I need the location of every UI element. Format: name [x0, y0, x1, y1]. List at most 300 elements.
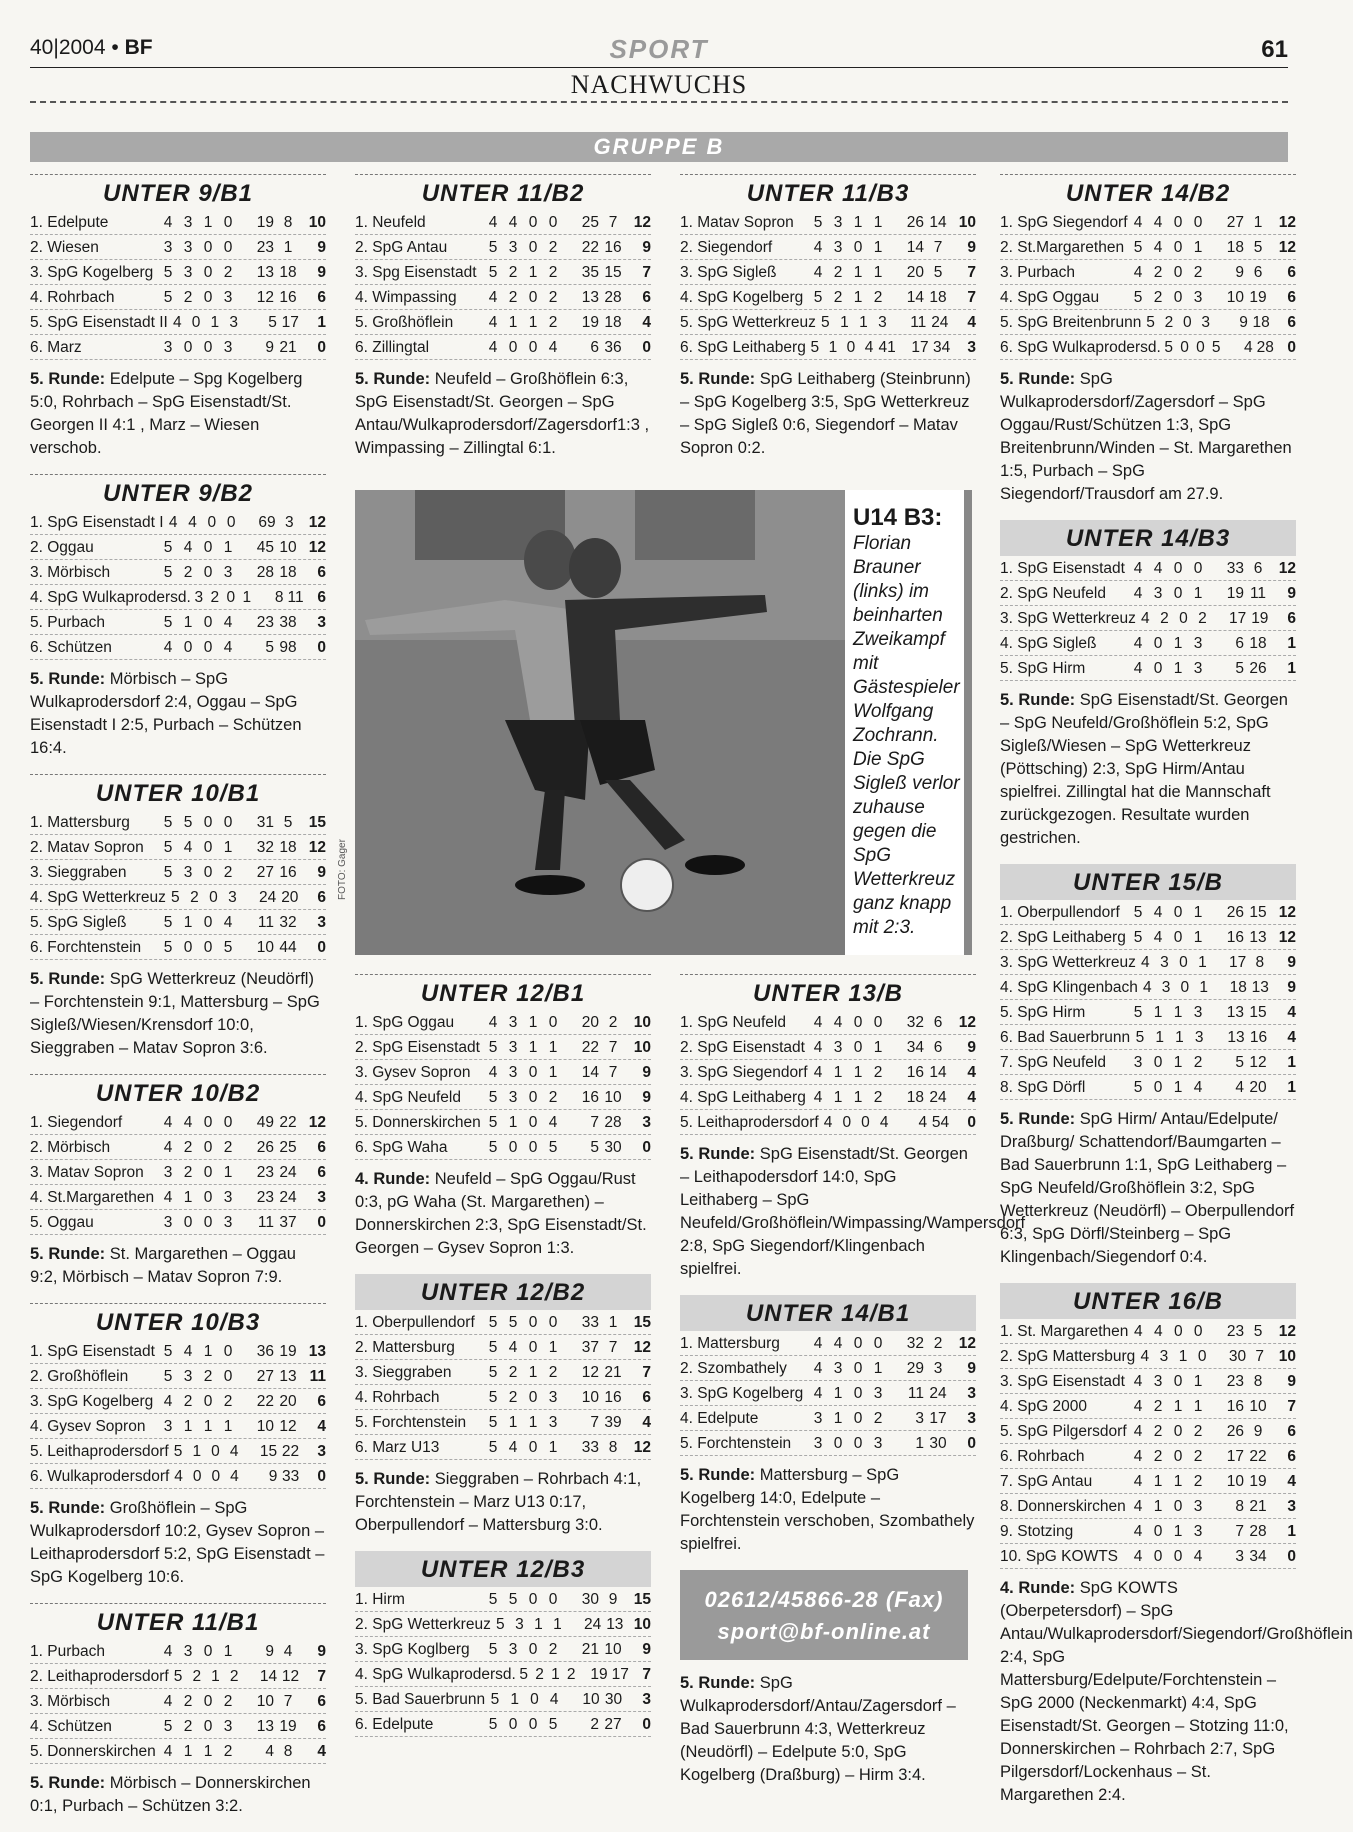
stat-cell: 14 [259, 1668, 278, 1685]
stat-cell: 5 [163, 839, 173, 856]
team-name: 3. SpG Eisenstadt [1000, 1373, 1125, 1390]
table-row [30, 1439, 326, 1464]
team-name: 2. Mattersburg [355, 1339, 455, 1356]
stat-cell: 3 [1193, 1498, 1203, 1515]
points-cell: 3 [317, 1443, 326, 1460]
points-cell: 0 [642, 339, 651, 356]
points-cell: 9 [317, 864, 326, 881]
stat-cell: 5 [163, 814, 173, 831]
points-cell: 0 [967, 1114, 976, 1131]
stat-cell: 30 [929, 1435, 947, 1452]
team-name: 2. Mörbisch [30, 1139, 111, 1156]
stat-cell: 3 [1201, 314, 1210, 331]
points-cell: 6 [317, 564, 326, 581]
round-label: 5. Runde: [30, 370, 106, 388]
stat-cell: 5 [488, 1139, 498, 1156]
stat-cell: 2 [833, 289, 843, 306]
stat-cell: 19 [1226, 585, 1244, 602]
stat-cell: 3 [1153, 585, 1163, 602]
stat-cell: 13 [1227, 1029, 1245, 1046]
stat-cell: 2 [223, 864, 233, 881]
stat-cell: 5 [821, 314, 830, 331]
stat-cell: 1 [223, 1643, 233, 1660]
stat-cell: 3 [508, 1089, 518, 1106]
team-name: 3. Gysev Sopron [355, 1064, 471, 1081]
stat-cell: 3 [508, 1014, 518, 1031]
stat-cell: 4 [163, 1743, 173, 1760]
round-label: 5. Runde: [1000, 1110, 1076, 1128]
table-title: UNTER 9/B2 [30, 474, 326, 510]
stat-cell: 0 [1180, 979, 1190, 996]
stat-cell: 5 [1253, 1323, 1263, 1340]
points-cell: 4 [1287, 1004, 1296, 1021]
stat-cell: 30 [604, 1139, 622, 1156]
stat-cell: 2 [1164, 314, 1174, 331]
points-cell: 1 [317, 314, 326, 331]
stat-cell: 2 [1160, 610, 1169, 627]
stat-cell: 5 [163, 539, 173, 556]
stat-cell: 0 [528, 1641, 538, 1658]
stat-cell: 1 [528, 1039, 538, 1056]
points-cell: 4 [1287, 1473, 1296, 1490]
column-4 [1000, 174, 1353, 1821]
table-row [1000, 631, 1296, 656]
team-name: 6. SpG Wulkaprodersd. [1000, 339, 1161, 356]
team-name: 1. Oberpullendorf [355, 1314, 475, 1331]
team-name: 2. Oggau [30, 539, 94, 556]
table-row [1000, 1344, 1296, 1369]
team-name: 2. SpG Mattersburg [1000, 1348, 1136, 1365]
stat-cell: 3 [508, 1064, 518, 1081]
stat-cell: 3 [1193, 289, 1203, 306]
stat-cell: 18 [1226, 239, 1244, 256]
stat-cell: 8 [608, 1439, 618, 1456]
stat-cell: 8 [1255, 954, 1265, 971]
table-row [1000, 285, 1296, 310]
stat-cell: 1 [1193, 904, 1203, 921]
stat-cell: 1 [210, 314, 220, 331]
team-name: 3. Matav Sopron [30, 1164, 144, 1181]
round-results [30, 668, 326, 760]
stat-cell: 12 [581, 1364, 599, 1381]
table-row [1000, 1519, 1296, 1544]
stat-cell: 12 [1249, 1054, 1267, 1071]
stat-cell: 28 [1256, 339, 1274, 356]
stat-cell: 0 [223, 214, 233, 231]
stat-cell: 28 [1249, 1523, 1267, 1540]
points-cell: 15 [308, 814, 326, 831]
points-cell: 13 [308, 1343, 326, 1360]
points-cell: 9 [967, 1039, 976, 1056]
stat-cell: 4 [1153, 1323, 1163, 1340]
points-cell: 4 [967, 1064, 976, 1081]
stat-cell: 5 [268, 314, 277, 331]
stat-cell: 4 [488, 314, 498, 331]
stat-cell: 22 [256, 1393, 274, 1410]
stat-cell: 1 [859, 314, 868, 331]
stat-cell: 23 [256, 1164, 274, 1181]
team-name: 4. Edelpute [680, 1410, 759, 1427]
stat-cell: 0 [203, 239, 213, 256]
team-name: 6. Marz [30, 339, 82, 356]
table-row [30, 1664, 326, 1689]
stat-cell: 5 [508, 1591, 518, 1608]
team-name: 2. Matav Sopron [30, 839, 144, 856]
page-number: 61 [1261, 36, 1288, 63]
stat-cell: 5 [488, 1716, 498, 1733]
table-row [30, 610, 326, 635]
round-label: 5. Runde: [355, 370, 431, 388]
stat-cell: 3 [1193, 1523, 1203, 1540]
stat-cell: 18 [906, 1089, 924, 1106]
stat-cell: 5 [488, 1641, 498, 1658]
table-row [1000, 260, 1296, 285]
stat-cell: 6 [1253, 264, 1263, 281]
points-cell: 0 [642, 1139, 651, 1156]
stat-cell: 19 [279, 1343, 297, 1360]
table-title: UNTER 11/B1 [30, 1603, 326, 1639]
table-row [30, 635, 326, 660]
stat-cell: 32 [256, 839, 274, 856]
table-row [680, 1331, 976, 1356]
stat-cell: 12 [256, 289, 274, 306]
points-cell: 3 [642, 1691, 651, 1708]
stat-cell: 4 [1193, 1079, 1203, 1096]
stat-cell: 1 [528, 1414, 538, 1431]
stat-cell: 0 [1153, 635, 1163, 652]
table-row [355, 260, 651, 285]
stat-cell: 5 [1146, 314, 1155, 331]
stat-cell: 24 [931, 314, 949, 331]
stat-cell: 4 [1133, 214, 1143, 231]
stat-cell: 4 [508, 1339, 518, 1356]
stat-cell: 3 [1133, 1054, 1143, 1071]
stat-cell: 2 [223, 1743, 233, 1760]
stat-cell: 2 [223, 1693, 233, 1710]
stat-cell: 54 [931, 1114, 950, 1131]
points-cell: 0 [317, 639, 326, 656]
stat-cell: 39 [604, 1414, 622, 1431]
stat-cell: 4 [1133, 1448, 1143, 1465]
stat-cell: 1 [853, 1089, 863, 1106]
table-row [1000, 1544, 1296, 1569]
points-cell: 0 [317, 1468, 327, 1485]
points-cell: 3 [317, 614, 326, 631]
table-row [30, 1389, 326, 1414]
stat-cell: 0 [203, 614, 213, 631]
stat-cell: 3 [873, 1385, 883, 1402]
table-row [30, 835, 326, 860]
table-row [30, 1414, 326, 1439]
team-name: 4. Gysev Sopron [30, 1418, 146, 1435]
stat-cell: 24 [584, 1616, 602, 1633]
column-2 [355, 174, 651, 1751]
stat-cell: 3 [1193, 1004, 1203, 1021]
table-row [680, 260, 976, 285]
points-cell: 1 [1287, 635, 1296, 652]
stat-cell: 0 [1197, 1348, 1207, 1365]
stat-cell: 6 [590, 339, 599, 356]
fax-number: 02612/45866-28 (Fax) [704, 1587, 944, 1612]
table-title: UNTER 10/B1 [30, 774, 326, 810]
points-cell: 6 [317, 589, 326, 606]
stat-cell: 5 [488, 1314, 498, 1331]
team-name: 4. SpG Neufeld [355, 1089, 461, 1106]
team-name: 2. Siegendorf [680, 239, 773, 256]
stat-cell: 1 [1193, 239, 1203, 256]
stat-cell: 0 [1153, 1548, 1163, 1565]
stat-cell: 8 [1253, 1373, 1263, 1390]
stat-cell: 23 [1226, 1373, 1244, 1390]
stat-cell: 4 [1133, 635, 1143, 652]
stat-cell: 2 [933, 1335, 943, 1352]
stat-cell: 2 [1153, 289, 1163, 306]
stat-cell: 1 [203, 214, 213, 231]
stat-cell: 2 [548, 1089, 558, 1106]
stat-cell: 1 [203, 1343, 213, 1360]
stat-cell: 0 [203, 539, 213, 556]
stat-cell: 0 [1173, 929, 1183, 946]
points-cell: 12 [633, 1439, 651, 1456]
team-name: 6. Rohrbach [1000, 1448, 1085, 1465]
round-text: SpG Eisenstadt/St. Georgen – Leithapodersdorf 14:0, SpG Leithaberg – SpG Neufeld/Großhöflein/Wimpassing/Wampersdorf 2:8, SpG Siegendorf/Klingenbach spielfrei. [680, 1145, 1026, 1278]
stat-cell: 10 [604, 1089, 622, 1106]
team-name: 3. SpG Wetterkreuz [1000, 954, 1136, 971]
stat-cell: 2 [508, 1364, 518, 1381]
stat-cell: 0 [191, 314, 201, 331]
column-1 [30, 174, 326, 1832]
stat-cell: 0 [1153, 1079, 1163, 1096]
team-name: 4. SpG Leithaberg [680, 1089, 806, 1106]
team-name: 10. SpG KOWTS [1000, 1548, 1119, 1565]
stat-cell: 4 [163, 1393, 173, 1410]
table-row [1000, 235, 1296, 260]
stat-cell: 5 [1133, 289, 1143, 306]
stat-cell: 0 [853, 1014, 863, 1031]
table-row [30, 1689, 326, 1714]
points-cell: 4 [317, 1418, 326, 1435]
round-results [355, 368, 651, 460]
points-cell: 3 [1287, 1498, 1296, 1515]
table-row [680, 1406, 976, 1431]
stat-cell: 0 [183, 639, 193, 656]
stat-cell: 1 [548, 1064, 558, 1081]
table-row [680, 210, 976, 235]
stat-cell: 0 [209, 889, 218, 906]
table-row [355, 1712, 651, 1737]
stat-cell: 0 [1173, 214, 1183, 231]
stat-cell: 10 [581, 1389, 599, 1406]
stat-cell: 11 [907, 1385, 924, 1402]
round-text: SpG Hirm/ Antau/Edelpute/ Draßburg/ Schattendorf/Baumgarten – Bad Sauerbrunn 1:1, SpG Leithaberg – SpG Neufeld/Großhöflein 3:2, SpG Wetterkreuz (Neudörfl) – Oberpullendorf 6:3, SpG Dörfl/Steinberg – SpG Klingenbach/Siegendorf 0:4. [1000, 1110, 1295, 1266]
stat-cell: 4 [174, 1468, 183, 1485]
team-name: 6. Edelpute [355, 1716, 434, 1733]
table-row [30, 885, 326, 910]
stat-cell: 0 [1173, 1373, 1183, 1390]
team-name: 8. Donnerskirchen [1000, 1498, 1126, 1515]
points-cell: 6 [317, 1393, 326, 1410]
table-row [355, 1662, 651, 1687]
stat-cell: 0 [211, 1443, 220, 1460]
team-name: 5. SpG Wetterkreuz [680, 314, 816, 331]
team-name: 4. Schützen [30, 1718, 112, 1735]
stat-cell: 17 [1229, 610, 1247, 627]
points-cell: 12 [958, 1335, 976, 1352]
stat-cell: 21 [581, 1641, 599, 1658]
table-row [1000, 335, 1296, 360]
league-table-unter-11-b2 [355, 174, 651, 460]
stat-cell: 2 [1153, 1423, 1163, 1440]
stat-cell: 7 [1235, 1523, 1244, 1540]
stat-cell: 0 [528, 1064, 538, 1081]
team-name: 5. SpG Breitenbrunn [1000, 314, 1142, 331]
table-row [355, 1035, 651, 1060]
team-name: 1. Matav Sopron [680, 214, 794, 231]
stat-cell: 3 [229, 314, 238, 331]
round-results [355, 1468, 651, 1537]
stat-cell: 7 [590, 1414, 599, 1431]
stat-cell: 1 [1253, 214, 1263, 231]
stat-cell: 5 [496, 1616, 505, 1633]
stat-cell: 2 [203, 1368, 213, 1385]
stat-cell: 37 [581, 1339, 599, 1356]
stat-cell: 8 [274, 589, 284, 606]
stat-cell: 0 [1193, 560, 1203, 577]
stat-cell: 21 [1249, 1498, 1267, 1515]
stat-cell: 0 [528, 1314, 538, 1331]
stat-cell: 4 [1133, 1398, 1143, 1415]
table-row [30, 285, 326, 310]
stat-cell: 7 [608, 1339, 618, 1356]
team-name: 4. Wimpassing [355, 289, 457, 306]
stat-cell: 0 [842, 1114, 852, 1131]
stat-cell: 2 [608, 1014, 618, 1031]
stat-cell: 1 [1173, 1398, 1183, 1415]
stat-cell: 0 [203, 864, 213, 881]
stat-cell: 7 [933, 239, 943, 256]
stat-cell: 3 [933, 1360, 943, 1377]
stat-cell: 8 [283, 214, 293, 231]
stat-cell: 1 [608, 1314, 618, 1331]
stat-cell: 2 [1193, 264, 1203, 281]
round-results [30, 1243, 326, 1289]
stat-cell: 10 [256, 1418, 274, 1435]
round-text: Großhöflein – SpG Wulkaprodersdorf 10:2, Gysev Sopron – Leithaprodersdorf 5:2, SpG Eisenstadt – SpG Kogelberg 10:6. [30, 1499, 325, 1586]
stat-cell: 35 [581, 264, 599, 281]
table-title: UNTER 11/B2 [355, 174, 651, 210]
stat-cell: 16 [279, 864, 297, 881]
stat-cell: 4 [918, 1114, 928, 1131]
points-cell: 3 [967, 1385, 976, 1402]
stat-cell: 11 [1249, 585, 1267, 602]
stat-cell: 3 [163, 1214, 173, 1231]
round-label: 5. Runde: [680, 1145, 756, 1163]
points-cell: 7 [1287, 1398, 1296, 1415]
round-label: 5. Runde: [30, 1245, 106, 1263]
header-rule [30, 67, 1288, 68]
stat-cell: 15 [604, 264, 622, 281]
stat-cell: 16 [604, 239, 622, 256]
table-row [1000, 310, 1296, 335]
stat-cell: 16 [906, 1064, 924, 1081]
team-name: 2. SpG Leithaberg [1000, 929, 1126, 946]
stat-cell: 34 [933, 339, 951, 356]
team-name: 5. Leithaprodersdorf [680, 1114, 819, 1131]
points-cell: 3 [642, 1114, 651, 1131]
stat-cell: 5 [548, 1716, 558, 1733]
stat-cell: 0 [1196, 339, 1205, 356]
stat-cell: 3 [878, 314, 887, 331]
stat-cell: 5 [1133, 904, 1143, 921]
stat-cell: 1 [183, 1418, 193, 1435]
stat-cell: 0 [853, 1435, 863, 1452]
stat-cell: 5 [488, 1114, 498, 1131]
stat-cell: 0 [1182, 314, 1192, 331]
stat-cell: 9 [265, 1643, 274, 1660]
stat-cell: 24 [279, 1164, 297, 1181]
stat-cell: 21 [279, 339, 297, 356]
stat-cell: 10 [582, 1691, 600, 1708]
stat-cell: 4 [1133, 264, 1143, 281]
stat-cell: 2 [1193, 1473, 1203, 1490]
team-name: 3. SpG Kogelberg [680, 1385, 804, 1402]
stat-cell: 0 [203, 1139, 213, 1156]
points-cell: 10 [633, 1039, 651, 1056]
stat-cell: 28 [604, 289, 622, 306]
league-table-unter-11-b1 [30, 1603, 326, 1818]
stat-cell: 4 [1142, 979, 1152, 996]
stat-cell: 1 [1173, 1523, 1183, 1540]
stat-cell: 9 [1239, 314, 1248, 331]
round-results [680, 368, 976, 460]
stat-cell: 0 [1179, 954, 1188, 971]
table-title: UNTER 15/B [1000, 864, 1296, 900]
points-cell: 7 [967, 264, 976, 281]
stat-cell: 2 [873, 289, 883, 306]
round-label: 4. Runde: [1000, 1579, 1076, 1597]
table-row [355, 1435, 651, 1460]
stat-cell: 2 [1198, 610, 1207, 627]
team-name: 1. St. Margarethen [1000, 1323, 1129, 1340]
league-table-unter-10-b3 [30, 1303, 326, 1589]
table-row [355, 1587, 651, 1612]
stat-cell: 3 [833, 239, 843, 256]
points-cell: 9 [642, 1064, 651, 1081]
team-name: 4. SpG Wulkaprodersd. [30, 589, 191, 606]
points-cell: 6 [317, 1693, 326, 1710]
stat-cell: 1 [1173, 1004, 1183, 1021]
stat-cell: 0 [203, 639, 213, 656]
team-name: 5. SpG Pilgersdorf [1000, 1423, 1127, 1440]
stat-cell: 9 [265, 339, 274, 356]
stat-cell: 16 [279, 289, 297, 306]
stat-cell: 17 [1229, 954, 1247, 971]
team-name: 2. SpG Neufeld [1000, 585, 1106, 602]
stat-cell: 3 [813, 1435, 823, 1452]
league-table-unter-13-b [680, 974, 1026, 1281]
stat-cell: 3 [873, 1435, 883, 1452]
table-row [30, 935, 326, 960]
team-name: 1. Mattersburg [680, 1335, 780, 1352]
league-table-unter-14-b3 [1000, 520, 1296, 850]
stat-cell: 4 [163, 214, 173, 231]
stat-cell: 27 [1226, 214, 1244, 231]
stat-cell: 4 [548, 339, 558, 356]
stat-cell: 3 [1161, 979, 1171, 996]
team-name: 3. SpG Sigleß [680, 264, 777, 281]
points-cell: 3 [317, 1189, 326, 1206]
team-name: 6. Zillingtal [355, 339, 430, 356]
